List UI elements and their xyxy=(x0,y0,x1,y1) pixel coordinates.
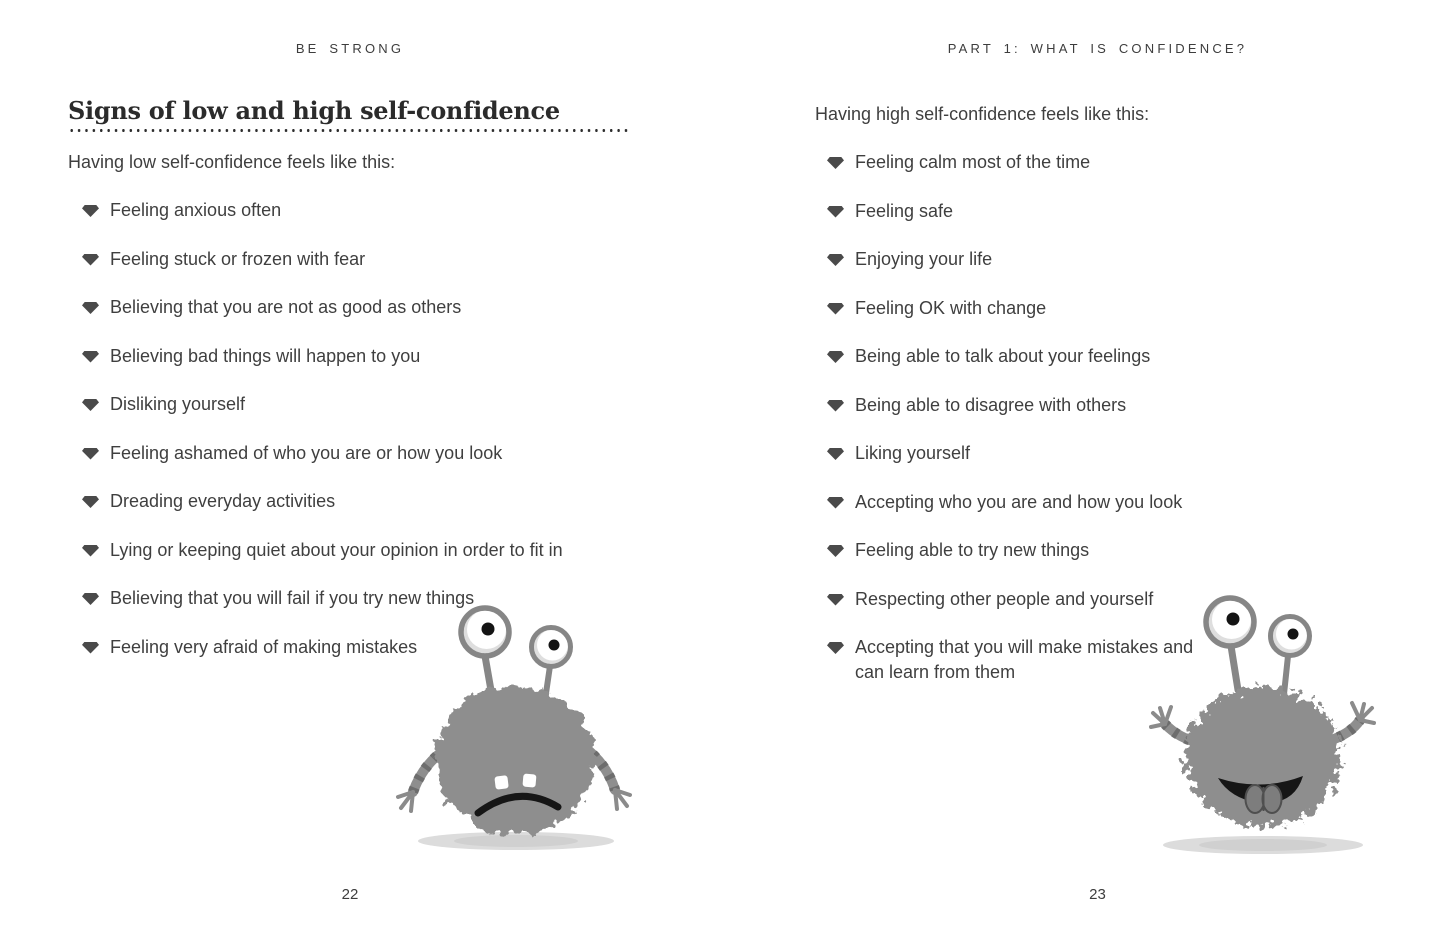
list-item xyxy=(827,150,1200,175)
intro-text-high-confidence: Having high self-confidence feels like this: xyxy=(815,104,1150,124)
list-item-label: Respecting other people and yourself xyxy=(855,588,1154,609)
list-item-label: Believing that you will fail if you try new things xyxy=(110,588,475,608)
list-item-label: Feeling ashamed of who you are or how you look xyxy=(110,442,503,463)
gem-bullet-icon xyxy=(827,157,844,169)
gem-bullet-icon xyxy=(82,205,99,217)
list-item-label: Feeling very afraid of making mistakes xyxy=(110,636,418,657)
list-item-label: Enjoying your life xyxy=(855,249,993,269)
list-item xyxy=(82,198,563,223)
list-item xyxy=(827,587,1200,612)
gem-bullet-icon xyxy=(827,448,844,460)
page-number-left: 22 xyxy=(341,886,359,903)
dotted-rule xyxy=(68,128,631,133)
gem-bullet-icon xyxy=(827,254,844,266)
gem-bullet-icon xyxy=(82,642,99,654)
list-item xyxy=(82,344,563,369)
list-item-label: Feeling stuck or frozen with fear xyxy=(110,248,366,269)
gem-bullet-icon xyxy=(827,400,844,412)
gem-bullet-icon xyxy=(827,351,844,363)
gem-bullet-icon xyxy=(82,545,99,557)
gem-bullet-icon xyxy=(82,448,99,460)
list-item xyxy=(827,344,1200,369)
list-item-label: Feeling safe xyxy=(855,200,954,221)
list-item xyxy=(82,247,563,272)
happy-monster-illustration xyxy=(1148,580,1398,865)
list-item-label: Dreading everyday activities xyxy=(110,491,336,511)
list-item xyxy=(827,247,1200,272)
gem-bullet-icon xyxy=(82,351,99,363)
gem-bullet-icon xyxy=(82,254,99,266)
list-item xyxy=(827,199,1200,224)
list-item-label: Liking yourself xyxy=(855,443,971,463)
list-item xyxy=(82,295,563,320)
sad-monster-illustration xyxy=(385,578,650,868)
list-item-label: Accepting that you will make mistakes and can learn from them xyxy=(855,637,1194,682)
list-item xyxy=(827,490,1200,515)
list-item-label: Feeling anxious often xyxy=(110,200,282,220)
list-item xyxy=(82,441,563,466)
running-head-left: BE STRONG xyxy=(295,41,405,56)
list-item-label: Disliking yourself xyxy=(110,394,246,414)
gem-bullet-icon xyxy=(82,496,99,508)
gem-bullet-icon xyxy=(827,545,844,557)
gem-bullet-icon xyxy=(827,594,844,606)
list-item xyxy=(827,635,1200,685)
list-item xyxy=(827,538,1200,563)
high-confidence-list xyxy=(827,150,1200,709)
gem-bullet-icon xyxy=(827,642,844,654)
gem-bullet-icon xyxy=(82,302,99,314)
list-item xyxy=(82,538,563,563)
list-item-label: Feeling OK with change xyxy=(855,297,1047,318)
gem-bullet-icon xyxy=(827,303,844,315)
list-item-label: Feeling calm most of the time xyxy=(855,152,1091,172)
gem-bullet-icon xyxy=(82,399,99,411)
page-title: Signs of low and high self-confidence xyxy=(68,96,560,125)
gem-bullet-icon xyxy=(827,206,844,218)
list-item xyxy=(827,393,1200,418)
gem-bullet-icon xyxy=(827,497,844,509)
list-item xyxy=(82,392,563,417)
running-head-right: PART 1: WHAT IS CONFIDENCE? xyxy=(947,41,1248,56)
gem-bullet-icon xyxy=(82,593,99,605)
list-item-label: Lying or keeping quiet about your opinion in order to fit in xyxy=(110,539,563,560)
list-item xyxy=(827,441,1200,466)
page-number-right: 23 xyxy=(1089,886,1106,903)
list-item-label: Accepting who you are and how you look xyxy=(855,491,1183,512)
list-item-label: Being able to disagree with others xyxy=(855,394,1127,415)
list-item-label: Being able to talk about your feelings xyxy=(855,346,1151,366)
list-item-label: Feeling able to try new things xyxy=(855,540,1090,560)
list-item-label: Believing that you are not as good as others xyxy=(110,297,462,317)
list-item xyxy=(82,489,563,514)
list-item-label: Believing bad things will happen to you xyxy=(110,345,421,366)
list-item xyxy=(827,296,1200,321)
intro-text-low-confidence: Having low self-confidence feels like this: xyxy=(68,152,396,172)
